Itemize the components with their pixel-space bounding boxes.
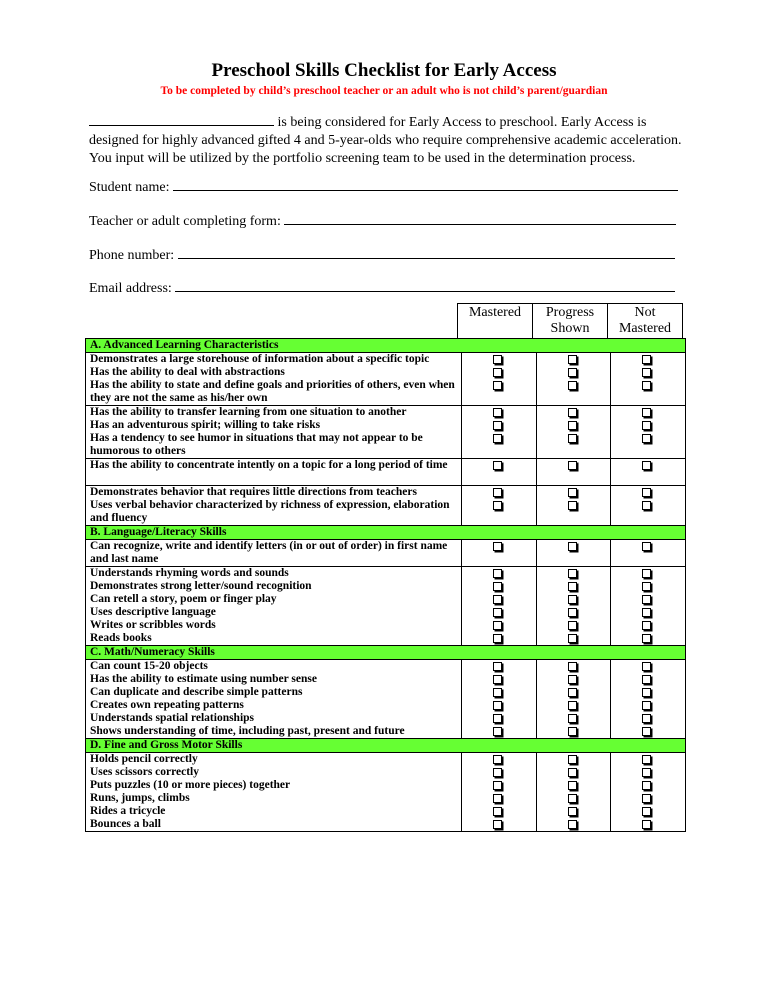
not-mastered-column-cell (610, 459, 685, 485)
not-mastered-checkbox[interactable] (642, 781, 651, 790)
mastered-header: Mastered (458, 304, 533, 343)
mastered-checkbox[interactable] (493, 368, 502, 377)
mastered-checkbox[interactable] (493, 755, 502, 764)
progress-column-cell (536, 753, 611, 831)
section-title: D. Fine and Gross Motor Skills (90, 739, 243, 751)
not-mastered-checkbox[interactable] (642, 701, 651, 710)
not-mastered-checkbox[interactable] (642, 675, 651, 684)
item-labels (86, 567, 461, 645)
skill-item: Demonstrates strong letter/sound recognition (90, 580, 312, 592)
mastered-checkbox[interactable] (493, 794, 502, 803)
progress-checkbox[interactable] (568, 688, 577, 697)
item-labels (86, 486, 461, 525)
progress-checkbox[interactable] (568, 381, 577, 390)
item-group-row (86, 406, 685, 459)
progress-checkbox[interactable] (568, 755, 577, 764)
mastered-checkbox[interactable] (493, 621, 502, 630)
item-group-row (86, 353, 685, 406)
mastered-checkbox[interactable] (493, 542, 502, 551)
progress-column-cell (536, 486, 611, 525)
section-title: B. Language/Literacy Skills (90, 526, 227, 538)
mastered-checkbox[interactable] (493, 701, 502, 710)
not-mastered-checkbox[interactable] (642, 820, 651, 829)
skill-item: Has an adventurous spirit; willing to take risks (90, 419, 321, 431)
item-group-row (86, 753, 685, 831)
mastered-checkbox[interactable] (493, 714, 502, 723)
mastered-checkbox[interactable] (493, 688, 502, 697)
progress-checkbox[interactable] (568, 727, 577, 736)
mastered-checkbox[interactable] (493, 807, 502, 816)
mastered-checkbox[interactable] (493, 727, 502, 736)
not-mastered-checkbox[interactable] (642, 608, 651, 617)
skill-item: Demonstrates a large storehouse of information about a specific topic (90, 353, 430, 365)
progress-checkbox[interactable] (568, 662, 577, 671)
progress-column-cell (536, 459, 611, 485)
not-mastered-column-cell (610, 406, 685, 458)
not-mastered-checkbox[interactable] (642, 634, 651, 643)
mastered-checkbox[interactable] (493, 820, 502, 829)
skill-item: Uses verbal behavior characterized by richness of expression, elaboration and fluency (90, 499, 450, 524)
progress-column-cell (536, 540, 611, 566)
not-mastered-column-cell (610, 753, 685, 831)
progress-checkbox[interactable] (568, 582, 577, 591)
phone-input[interactable] (178, 257, 675, 259)
skill-item: Uses descriptive language (90, 606, 216, 618)
progress-column-cell (536, 567, 611, 645)
page-title: Preschool Skills Checklist for Early Access (211, 60, 557, 81)
not-mastered-checkbox[interactable] (642, 461, 651, 470)
progress-checkbox[interactable] (568, 701, 577, 710)
skill-item: Rides a tricycle (90, 805, 166, 817)
item-labels (86, 540, 461, 566)
not-mastered-checkbox[interactable] (642, 621, 651, 630)
skill-item: Can retell a story, poem or finger play (90, 593, 277, 605)
student-name-field (89, 180, 689, 196)
section-header (86, 526, 685, 540)
progress-checkbox[interactable] (568, 542, 577, 551)
skill-item: Creates own repeating patterns (90, 699, 244, 711)
mastered-column-cell (461, 459, 536, 485)
mastered-column-cell (461, 353, 536, 405)
teacher-input[interactable] (284, 223, 676, 225)
mastered-checkbox[interactable] (493, 634, 502, 643)
mastered-column-cell (461, 486, 536, 525)
progress-checkbox[interactable] (568, 768, 577, 777)
progress-checkbox[interactable] (568, 488, 577, 497)
progress-column-cell (536, 353, 611, 405)
mastered-checkbox[interactable] (493, 582, 502, 591)
progress-checkbox[interactable] (568, 634, 577, 643)
skill-item: Has the ability to estimate using number sense (90, 673, 317, 685)
section-title: A. Advanced Learning Characteristics (90, 339, 279, 351)
email-label: Email address: (89, 281, 172, 296)
progress-checkbox[interactable] (568, 569, 577, 578)
mastered-checkbox[interactable] (493, 421, 502, 430)
item-labels (86, 753, 461, 831)
not-mastered-checkbox[interactable] (642, 768, 651, 777)
progress-checkbox[interactable] (568, 501, 577, 510)
mastered-checkbox[interactable] (493, 662, 502, 671)
mastered-column-cell (461, 567, 536, 645)
item-group-row (86, 567, 685, 646)
not-mastered-checkbox[interactable] (642, 569, 651, 578)
mastered-checkbox[interactable] (493, 408, 502, 417)
not-mastered-checkbox[interactable] (642, 368, 651, 377)
skill-item: Understands spatial relationships (90, 712, 255, 724)
skill-item: Understands rhyming words and sounds (90, 567, 289, 579)
progress-checkbox[interactable] (568, 794, 577, 803)
section-title: C. Math/Numeracy Skills (90, 646, 215, 658)
progress-checkbox[interactable] (568, 461, 577, 470)
skill-item: Reads books (90, 632, 152, 644)
not-mastered-checkbox[interactable] (642, 727, 651, 736)
item-group-row (86, 660, 685, 739)
item-labels (86, 406, 461, 458)
not-mastered-checkbox[interactable] (642, 408, 651, 417)
mastered-checkbox[interactable] (493, 501, 502, 510)
skill-item: Demonstrates behavior that requires little directions from teachers (90, 486, 417, 498)
progress-checkbox[interactable] (568, 595, 577, 604)
progress-checkbox[interactable] (568, 781, 577, 790)
item-group-row (86, 459, 685, 486)
email-field (89, 281, 689, 297)
progress-checkbox[interactable] (568, 434, 577, 443)
mastered-checkbox[interactable] (493, 488, 502, 497)
skill-item: Shows understanding of time, including past, present and future (90, 725, 405, 737)
progress-checkbox[interactable] (568, 421, 577, 430)
not-mastered-checkbox[interactable] (642, 755, 651, 764)
mastered-checkbox[interactable] (493, 381, 502, 390)
skill-item: Puts puzzles (10 or more pieces) together (90, 779, 291, 791)
item-group-row (86, 540, 685, 567)
not-mastered-checkbox[interactable] (642, 434, 651, 443)
skill-item: Holds pencil correctly (90, 753, 198, 765)
progress-column-cell (536, 406, 611, 458)
item-group-row (86, 486, 685, 526)
mastered-column-cell (461, 660, 536, 738)
skill-item: Has a tendency to see humor in situations that may not appear to be humorous to others (90, 432, 423, 457)
progress-checkbox[interactable] (568, 807, 577, 816)
mastered-checkbox[interactable] (493, 595, 502, 604)
intro-text: is being considered for Early Access to preschool. Early Access is designed for highly advanced gifted 4 and 5-year-olds who require comprehensive academic acceleration. You input will be utilized by the portfolio screening team to be used in the determination process. (89, 115, 682, 166)
mastered-checkbox[interactable] (493, 675, 502, 684)
progress-checkbox[interactable] (568, 368, 577, 377)
teacher-label: Teacher or adult completing form: (89, 214, 281, 229)
not-mastered-column-cell (610, 486, 685, 525)
skill-item: Runs, jumps, climbs (90, 792, 190, 804)
column-header-table (457, 303, 683, 343)
not-mastered-checkbox[interactable] (642, 542, 651, 551)
progress-checkbox[interactable] (568, 355, 577, 364)
not-mastered-checkbox[interactable] (642, 582, 651, 591)
child-name-blank[interactable] (89, 113, 274, 126)
progress-checkbox[interactable] (568, 408, 577, 417)
mastered-checkbox[interactable] (493, 608, 502, 617)
progress-header: Progress Shown (533, 304, 608, 343)
progress-checkbox[interactable] (568, 621, 577, 630)
not-mastered-checkbox[interactable] (642, 501, 651, 510)
page-subtitle: To be completed by child’s preschool teacher or an adult who is not child’s parent/guardian (160, 85, 608, 97)
skill-item: Can duplicate and describe simple patterns (90, 686, 303, 698)
mastered-checkbox[interactable] (493, 434, 502, 443)
item-labels (86, 459, 461, 485)
skill-item: Has the ability to concentrate intently on a topic for a long period of time (90, 459, 448, 471)
not-mastered-checkbox[interactable] (642, 662, 651, 671)
email-input[interactable] (175, 290, 675, 292)
not-mastered-checkbox[interactable] (642, 807, 651, 816)
section-header (86, 646, 685, 660)
progress-checkbox[interactable] (568, 608, 577, 617)
not-mastered-header: Not Mastered (608, 304, 683, 343)
phone-label: Phone number: (89, 248, 175, 263)
progress-column-cell (536, 660, 611, 738)
not-mastered-column-cell (610, 353, 685, 405)
intro-paragraph (89, 113, 689, 168)
skill-item: Uses scissors correctly (90, 766, 200, 778)
progress-checkbox[interactable] (568, 675, 577, 684)
phone-field (89, 248, 689, 264)
mastered-checkbox[interactable] (493, 768, 502, 777)
not-mastered-checkbox[interactable] (642, 595, 651, 604)
mastered-checkbox[interactable] (493, 781, 502, 790)
progress-checkbox[interactable] (568, 820, 577, 829)
skill-item: Has the ability to state and define goals and priorities of others, even when they are not the same as his/her own (90, 379, 455, 404)
not-mastered-column-cell (610, 567, 685, 645)
skill-item: Can recognize, write and identify letters (in or out of order) in first name and last name (90, 540, 448, 565)
section-header (86, 739, 685, 753)
student-name-label: Student name: (89, 180, 170, 195)
mastered-column-cell (461, 753, 536, 831)
not-mastered-checkbox[interactable] (642, 488, 651, 497)
skill-item: Bounces a ball (90, 818, 161, 830)
mastered-column-cell (461, 540, 536, 566)
section-header (86, 339, 685, 353)
skill-item: Writes or scribbles words (90, 619, 216, 631)
item-labels (86, 660, 461, 738)
skill-item: Has the ability to deal with abstractions (90, 366, 285, 378)
not-mastered-column-cell (610, 540, 685, 566)
not-mastered-checkbox[interactable] (642, 688, 651, 697)
student-name-input[interactable] (173, 189, 678, 191)
mastered-column-cell (461, 406, 536, 458)
not-mastered-checkbox[interactable] (642, 355, 651, 364)
skill-item: Has the ability to transfer learning from one situation to another (90, 406, 407, 418)
not-mastered-checkbox[interactable] (642, 714, 651, 723)
teacher-field (89, 214, 689, 230)
not-mastered-checkbox[interactable] (642, 794, 651, 803)
progress-checkbox[interactable] (568, 714, 577, 723)
mastered-checkbox[interactable] (493, 461, 502, 470)
not-mastered-checkbox[interactable] (642, 381, 651, 390)
not-mastered-column-cell (610, 660, 685, 738)
mastered-checkbox[interactable] (493, 355, 502, 364)
not-mastered-checkbox[interactable] (642, 421, 651, 430)
skill-item: Can count 15-20 objects (90, 660, 208, 672)
mastered-checkbox[interactable] (493, 569, 502, 578)
skills-checklist (85, 338, 686, 832)
item-labels (86, 353, 461, 405)
